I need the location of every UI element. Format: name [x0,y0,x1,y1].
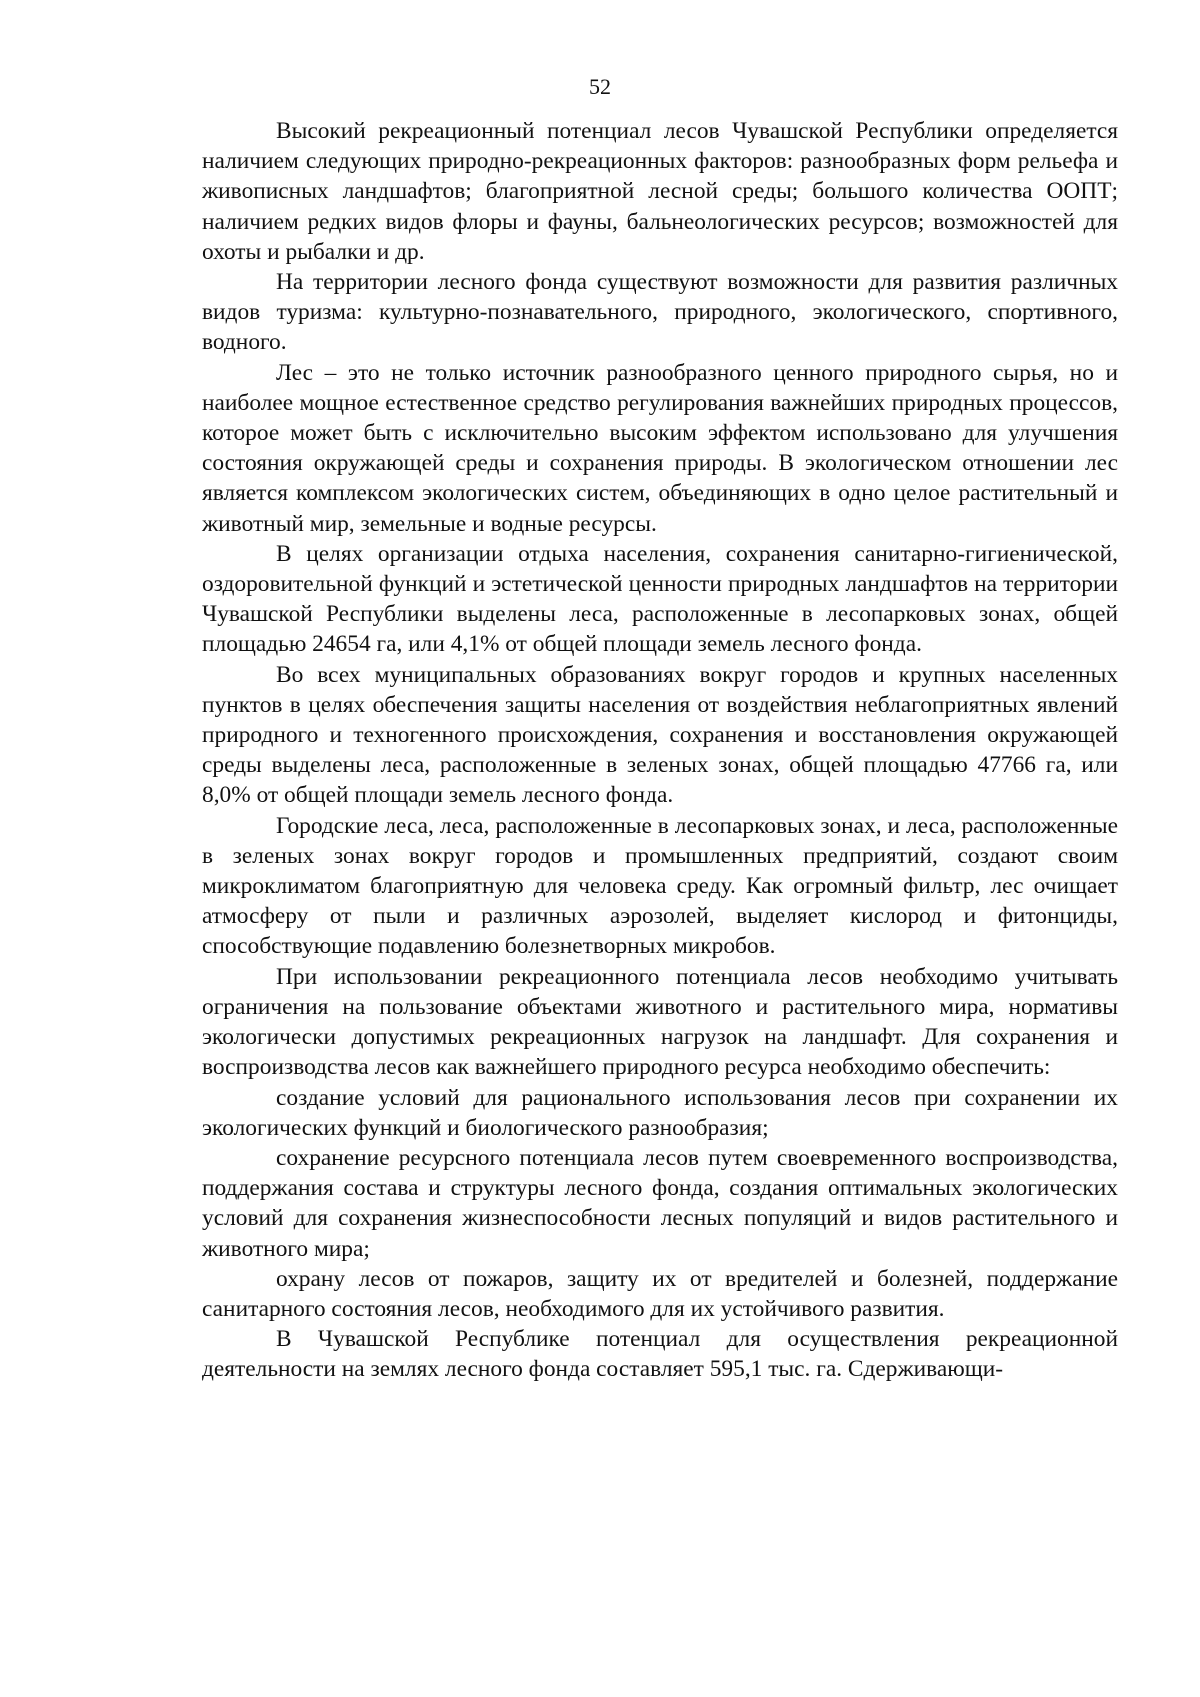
body-text [202,116,1118,1385]
paragraph-8: создание условий для рационального использования лесов при сохранении их экологических функций и биологического разнообразия; [202,1084,1118,1141]
paragraph-1: Высокий рекреационный потенциал лесов Чувашской Республики определяется наличием следующих природно-рекреационных факторов: разнообразных форм рельефа и живописных ландшафтов; благоприятной лесной среды; большого количества ООПТ; наличием редких видов флоры и фауны, бальнеологических ресурсов; возможностей для охоты и рыбалки и др. [202,118,1118,265]
paragraph-3: Лес – это не только источник разнообразного ценного природного сырья, но и наиболее мощное естественное средство регулирования важнейших природных процессов, которое может быть с исключительно высоким эффектом использовано для улучшения состояния окружающей среды и сохранения природы. В экологическом отношении лес является комплексом экологических систем, объединяющих в одно целое растительный и животный мир, земельные и водные ресурсы. [202,359,1118,537]
page-number: 52 [589,74,611,99]
paragraph-5: Во всех муниципальных образованиях вокруг городов и крупных населенных пунктов в целях обеспечения защиты населения от воздействия неблагоприятных явлений природного и техногенного происхождения, сохранения и восстановления окружающей среды выделены леса, расположенные в зеленых зонах, общей площадью 47766 га, или 8,0% от общей площади земель лесного фонда. [202,661,1118,809]
paragraph-9: сохранение ресурсного потенциала лесов путем своевременного воспроизводства, поддержания состава и структуры лесного фонда, создания оптимальных экологических условий для сохранения жизнеспособности лесных популяций и видов растительного и животного мира; [202,1144,1118,1262]
paragraph-11: В Чувашской Республике потенциал для осуществления рекреационной деятельности на землях лесного фонда составляет 595,1 тыс. га. Сдерживающи- [202,1326,1118,1383]
paragraph-4: В целях организации отдыха населения, сохранения санитарно-гигиенической, оздоровительной функций и эстетической ценности природных ландшафтов на территории Чувашской Республики выделены леса, расположенные в лесопарковых зонах, общей площадью 24654 га, или 4,1% от общей площади земель лесного фонда. [202,540,1118,658]
paragraph-10: охрану лесов от пожаров, защиту их от вредителей и болезней, поддержание санитарного состояния лесов, необходимого для их устойчивого развития. [202,1265,1118,1322]
paragraph-7: При использовании рекреационного потенциала лесов необходимо учитывать ограничения на пользование объектами животного и растительного мира, нормативы экологически допустимых рекреационных нагрузок на ландшафт. Для сохранения и воспроизводства лесов как важнейшего природного ресурса необходимо обеспечить: [202,963,1118,1081]
paragraph-2: На территории лесного фонда существуют возможности для развития различных видов туризма: культурно-познавательного, природного, экологического, спортивного, водного. [202,269,1118,356]
paragraph-6: Городские леса, леса, расположенные в лесопарковых зонах, и леса, расположенные в зеленых зонах вокруг городов и промышленных предприятий, создают своим микроклиматом благоприятную для человека среду. Как огромный фильтр, лес очищает атмосферу от пыли и различных аэрозолей, выделяет кислород и фитонциды, способствующие подавлению болезнетворных микробов. [202,812,1118,960]
